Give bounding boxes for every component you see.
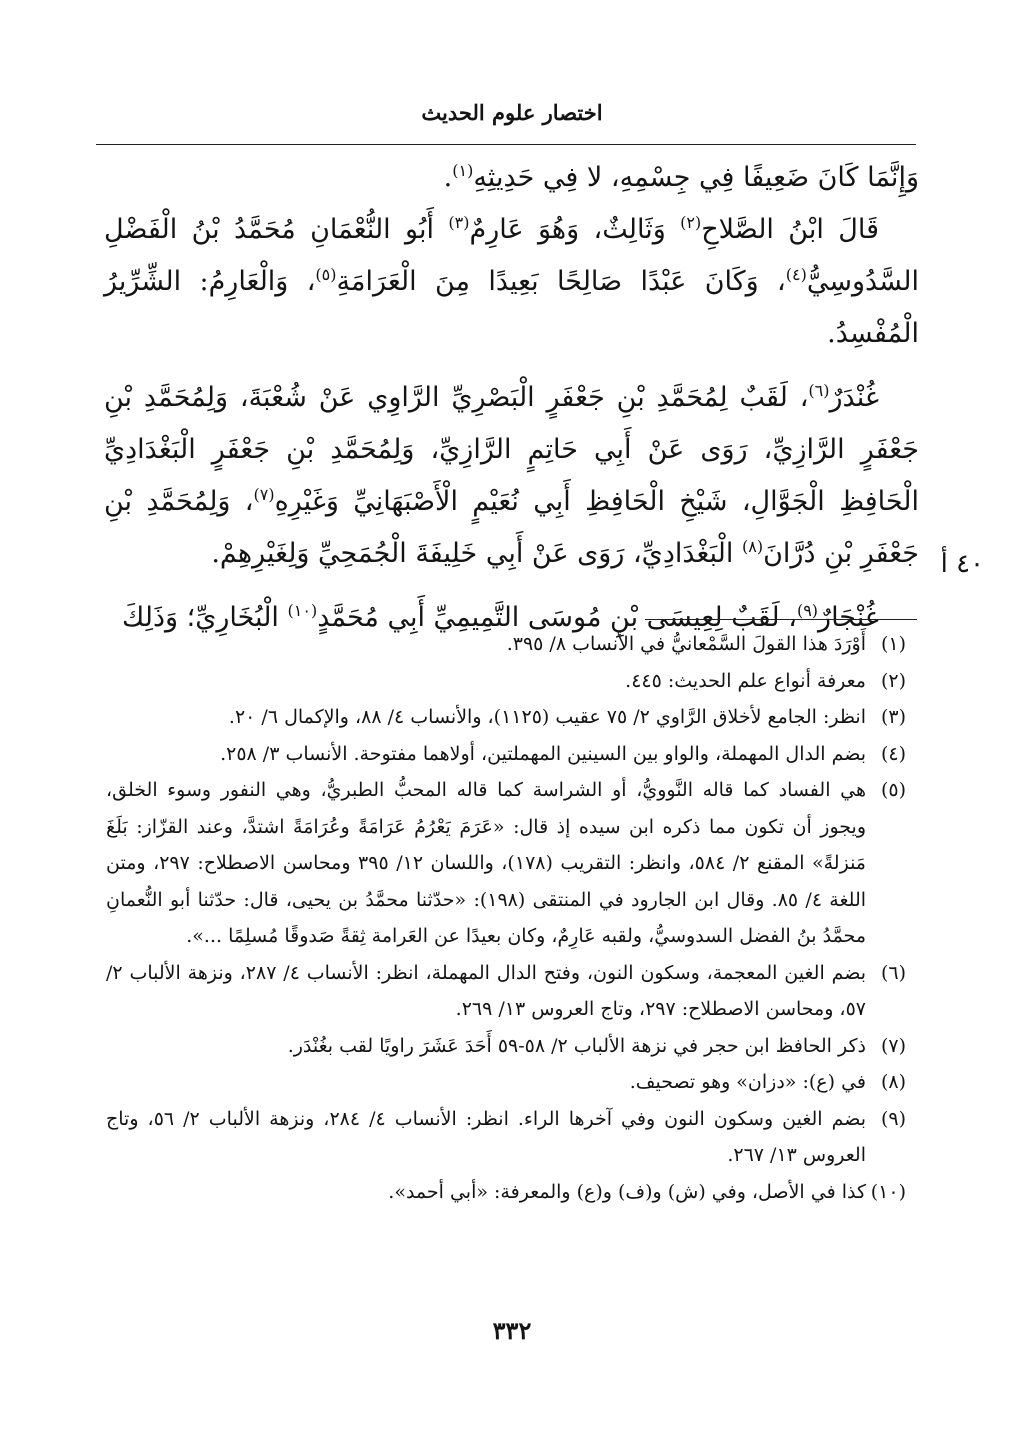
footnote-reference: (١) bbox=[452, 161, 474, 180]
footnote-number: (٨) bbox=[880, 1071, 906, 1093]
footnote-item bbox=[106, 663, 906, 700]
footnote-reference: (٤) bbox=[785, 265, 807, 284]
footnotes-section bbox=[106, 626, 906, 1210]
page-number: ٣٣٢ bbox=[492, 1316, 532, 1345]
footnote-text: بضم الغين المعجمة، وسكون النون، وفتح الدال المهملة، انظر: الأنساب ٤/ ٢٨٧، ونزهة الألباب ٢/ ٥٧، ومحاسن الاصطلاح: ٢٩٧، وتاج العروس ١٣/ ٢٦٩. bbox=[106, 961, 866, 1020]
footnote-reference: (٢) bbox=[680, 213, 702, 232]
footnote-item bbox=[106, 955, 906, 1028]
footnote-text: كذا في الأصل، وفي (ش) و(ف) و(ع) والمعرفة: «أبي أحمد». bbox=[388, 1180, 866, 1203]
footnote-text: هي الفساد كما قاله النَّوويُّ، أو الشراسة كما قاله المحبُّ الطبريُّ، وهي النفور وسوء الخلق، ويجوز أن تكون مما ذكره ابن سيده إذ قال: «عَرَمَ يَعْرُمُ عَرَامَةً وعُرَامَةً اشتدَّ، وعند القزّاز: بَلَغَ مَنزلةً» المقنع ٢/ ٥٨٤، وانظر: التقريب (١٧٨)، واللسان ١٢/ ٣٩٥ ومحاسن الاصطلاح: ٢٩٧، ومتن اللغة ٤/ ٨٥. وقال ابن الجارود في المنتقى (١٩٨): «حدّثنا محمَّدُ بن يحيى، قال: حدّثنا أبو النُّعمانِ محمَّدُ بنُ الفضل السدوسيُّ، ولقبه عَارِمٌ، وكان بعيدًا عن العَرامة ثِقةً صَدوقًا مُسلِمًا ...». bbox=[106, 779, 867, 947]
main-paragraph-2 bbox=[104, 204, 919, 360]
header-divider bbox=[96, 144, 916, 145]
footnote-reference: (٥) bbox=[315, 265, 337, 284]
main-text-span: قَالَ ابْنُ الصَّلاحِ bbox=[701, 214, 879, 245]
footnote-number: (٦) bbox=[880, 961, 906, 984]
footnote-number: (٩) bbox=[880, 1107, 906, 1130]
main-text-span: ، لَقَبٌ لِمُحَمَّدِ بْنِ جَعْفَرٍ الْبَصْرِيِّ الرَّاوِي عَنْ شُعْبَةَ، وَلِمُحَمَّدِ بْنِ جَعْفَرٍ الرَّازِيِّ، رَوَى عَنْ أَبِي حَاتِمٍ الرَّازِيِّ، وَلِمُحَمَّدِ بْنِ جَعْفَرٍ الْبَغْدَادِيِّ الْحَافِظِ الْجَوَّالِ، شَيْخِ الْحَافِظِ أَبِي نُعَيْمٍ الْأَصْبَهَانِيِّ وَغَيْرِهِ bbox=[104, 382, 919, 517]
main-text-span: ، وَكَانَ عَبْدًا صَالِحًا بَعِيدًا مِنَ الْعَرَامَةِ bbox=[336, 266, 786, 297]
footnote-number: (٤) bbox=[880, 742, 906, 765]
footnote-number: (١٠) bbox=[870, 1180, 906, 1203]
main-text-span: غُنْدَرٌ bbox=[829, 382, 879, 413]
main-text-span: الْبَغْدَادِيِّ، رَوَى عَنْ أَبِي خَلِيفَةَ الْجُمَحِيِّ وَلِغَيْرِهِمْ. bbox=[211, 538, 742, 569]
footnote-text: أَوْرَدَ هذا القولَ السَّمْعانيُّ في الأنساب ٨/ ٣٩٥. bbox=[506, 633, 866, 655]
main-paragraph-1 bbox=[104, 152, 919, 204]
main-text-span: الْبُخَارِيِّ؛ وَذَلِكَ bbox=[122, 602, 288, 633]
footnote-number: (٣) bbox=[880, 706, 906, 728]
footnote-number: (٧) bbox=[880, 1034, 906, 1057]
footnote-item bbox=[106, 1174, 906, 1211]
main-text-span: أَبُو النُّعْمَانِ مُحَمَّدُ بْنُ الْفَضْلِ السَّدُوسِيُّ bbox=[104, 214, 919, 297]
main-text-span: ، وَلِمُحَمَّدِ بْنِ جَعْفَرِ بْنِ دُرَّانَ bbox=[104, 486, 919, 569]
footnote-reference: (٦) bbox=[808, 381, 830, 400]
footnote-text: بضم الدال المهملة، والواو بين السينين المهملتين، أولاهما مفتوحة. الأنساب ٣/ ٢٥٨. bbox=[220, 742, 866, 765]
footnote-item bbox=[106, 626, 906, 663]
main-text-span: وَثَالِثٌ، وَهُوَ عَارِمٌ bbox=[469, 214, 681, 245]
footnote-item bbox=[106, 772, 906, 955]
footnote-text: انظر: الجامع لأخلاق الرَّاوي ٢/ ٧٥ عقيب (١١٢٥)، والأنساب ٤/ ٨٨، والإكمال ٦/ ٢٠. bbox=[228, 706, 866, 728]
footnote-text: ذكر الحافظ ابن حجر في نزهة الألباب ٢/ ٥٨-٥٩ أَحَدَ عَشَرَ راويًا لقب بغُنْدَر. bbox=[287, 1034, 866, 1057]
footnote-reference: (٩) bbox=[796, 601, 819, 620]
footnote-reference: (٣) bbox=[448, 213, 470, 232]
footnote-divider bbox=[645, 619, 917, 620]
footnote-reference: (٧) bbox=[253, 485, 275, 504]
footnote-text: معرفة أنواع علم الحديث: ٤٤٥. bbox=[625, 669, 866, 692]
main-text-span: وَإِنَّمَا كَانَ ضَعِيفًا فِي جِسْمِهِ، لا فِي حَدِيثِهِ bbox=[473, 162, 919, 193]
footnote-text: في (ع): «دزان» وهو تصحيف. bbox=[629, 1071, 866, 1093]
main-text-body bbox=[104, 152, 919, 644]
main-text-span: غُنْجَارٌ bbox=[818, 602, 879, 633]
footnote-number: (٥) bbox=[880, 779, 906, 801]
footnote-reference: (٨) bbox=[742, 537, 764, 556]
main-text-span: . bbox=[443, 162, 453, 193]
footnote-item bbox=[106, 1101, 906, 1174]
main-text-span: ، وَالْعَارِمُ: الشِّرِّيرُ الْمُفْسِدُ. bbox=[104, 266, 919, 349]
footnote-item bbox=[106, 736, 906, 773]
footnote-item bbox=[106, 1028, 906, 1065]
footnote-item bbox=[106, 699, 906, 736]
footnote-text: بضم الغين وسكون النون وفي آخرها الراء. انظر: الأنساب ٤/ ٢٨٤، ونزهة الألباب ٢/ ٥٦، وتاج العروس ١٣/ ٢٦٧. bbox=[106, 1107, 867, 1166]
running-header-title: اختصار علوم الحديث bbox=[421, 100, 603, 125]
footnote-item bbox=[106, 1064, 906, 1101]
footnote-number: (١) bbox=[880, 633, 906, 655]
footnote-reference: (١٠) bbox=[287, 601, 318, 620]
manuscript-folio-marker: ٤٠ أ bbox=[940, 549, 984, 579]
main-paragraph-3 bbox=[104, 372, 919, 580]
footnote-number: (٢) bbox=[880, 669, 906, 692]
main-text-span: ، لَقَبٌ لِعِيسَى بْنِ مُوسَى التَّمِيمِيِّ أَبِي مُحَمَّدٍ bbox=[317, 602, 797, 633]
